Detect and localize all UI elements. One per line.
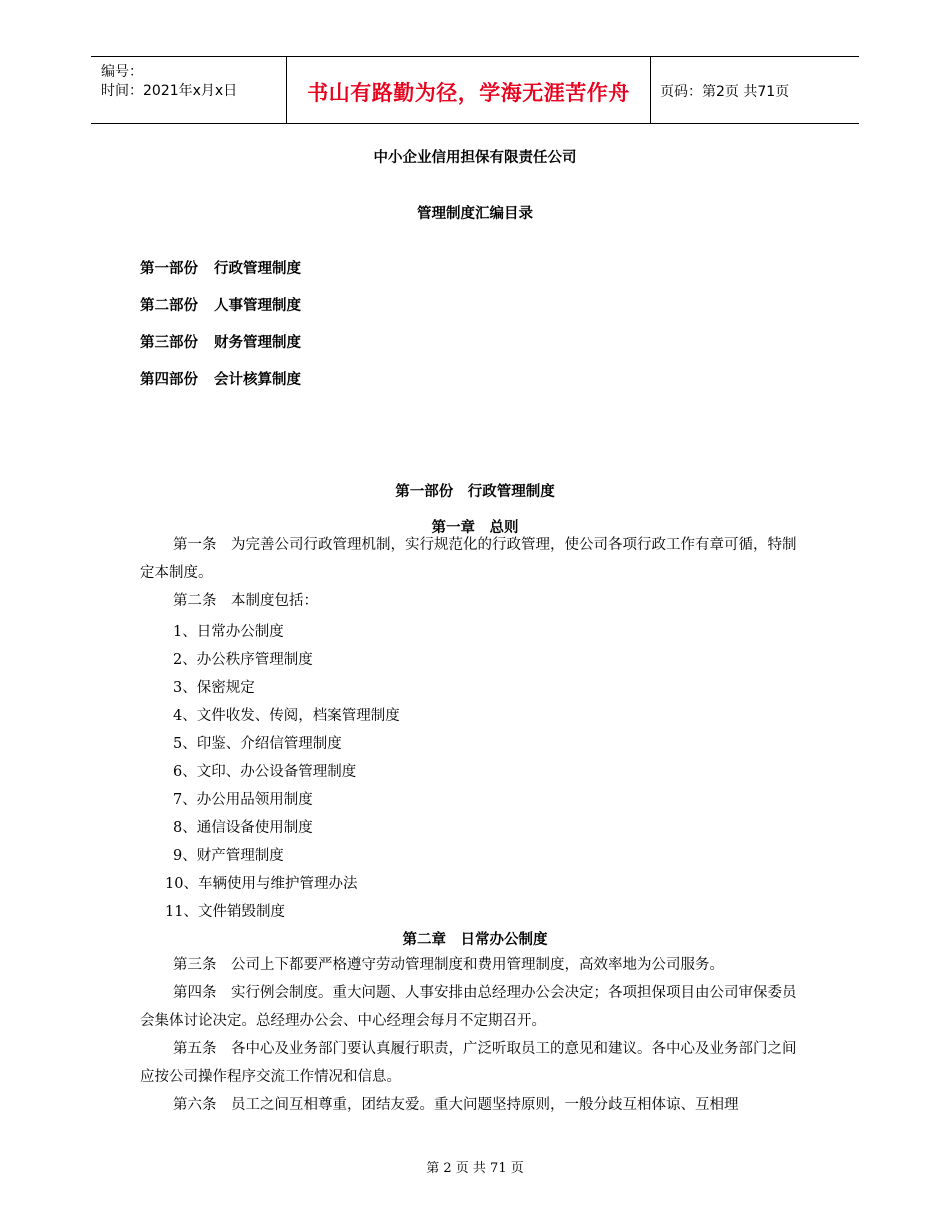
list-item: 1、日常办公制度	[173, 624, 284, 640]
list-item: 4、文件收发、传阅，档案管理制度	[173, 708, 400, 724]
company-name: 中小企业信用担保有限责任公司	[373, 150, 577, 166]
page-footer: 第 2 页 共 71 页	[426, 1161, 524, 1176]
article-paragraph: 第四条 实行例会制度。重大问题、人事安排由总经理办公会决定；各项担保项目由公司审保委员会集体讨论决定。总经理办公会、中心经理会每月不定期召开。	[140, 985, 797, 1029]
motto: 书山有路勤为径，学海无涯苦作舟	[307, 81, 630, 105]
article-paragraph: 第三条 公司上下都要严格遵守劳动管理制度和费用管理制度，高效率地为公司服务。	[173, 957, 724, 973]
toc-part: 第四部份	[140, 372, 198, 388]
toc-item	[140, 331, 301, 352]
toc-part-title: 人事管理制度	[214, 298, 301, 314]
toc-part: 第三部份	[140, 335, 198, 351]
list-item: 10、车辆使用与维护管理办法	[165, 876, 358, 892]
serial-number-label: 编号：	[101, 64, 143, 80]
list-item: 11、文件销毁制度	[165, 904, 285, 920]
article-paragraph: 第六条 员工之间互相尊重，团结友爱。重大问题坚持原则，一般分歧互相体谅、互相理	[173, 1097, 739, 1113]
list-item: 2、办公秩序管理制度	[173, 652, 313, 668]
list-item: 6、文印、办公设备管理制度	[173, 764, 357, 780]
toc-part: 第二部份	[140, 298, 198, 314]
toc-part-title: 会计核算制度	[214, 372, 301, 388]
header-motto-cell	[286, 57, 651, 123]
article-paragraph: 第二条 本制度包括：	[173, 593, 318, 609]
list-item: 5、印鉴、介绍信管理制度	[173, 736, 342, 752]
toc-part-title: 财务管理制度	[214, 335, 301, 351]
header-table	[91, 56, 859, 124]
toc-item	[140, 257, 301, 278]
toc-title: 管理制度汇编目录	[417, 206, 533, 222]
time-label: 时间：2021年x月x日	[101, 83, 238, 99]
header-meta-cell	[91, 57, 286, 123]
article-paragraph: 第五条 各中心及业务部门要认真履行职责，广泛听取员工的意见和建议。各中心及业务部门之间应按公司操作程序交流工作情况和信息。	[140, 1041, 797, 1085]
part-heading: 第一部份 行政管理制度	[395, 484, 555, 500]
article-paragraph: 第一条 为完善公司行政管理机制，实行规范化的行政管理，使公司各项行政工作有章可循，特制定本制度。	[140, 537, 797, 581]
header-page-cell	[650, 57, 859, 123]
list-item: 8、通信设备使用制度	[173, 820, 313, 836]
list-item: 9、财产管理制度	[173, 848, 284, 864]
chapter-heading: 第二章 日常办公制度	[402, 932, 548, 948]
chapter-heading: 第一章 总则	[431, 520, 519, 536]
list-item: 3、保密规定	[173, 680, 255, 696]
page-info: 页码：第2页 共71页	[660, 84, 790, 100]
toc-item	[140, 294, 301, 315]
toc-item	[140, 368, 301, 389]
toc-part-title: 行政管理制度	[214, 261, 301, 277]
toc-part: 第一部份	[140, 261, 198, 277]
list-item: 7、办公用品领用制度	[173, 792, 313, 808]
